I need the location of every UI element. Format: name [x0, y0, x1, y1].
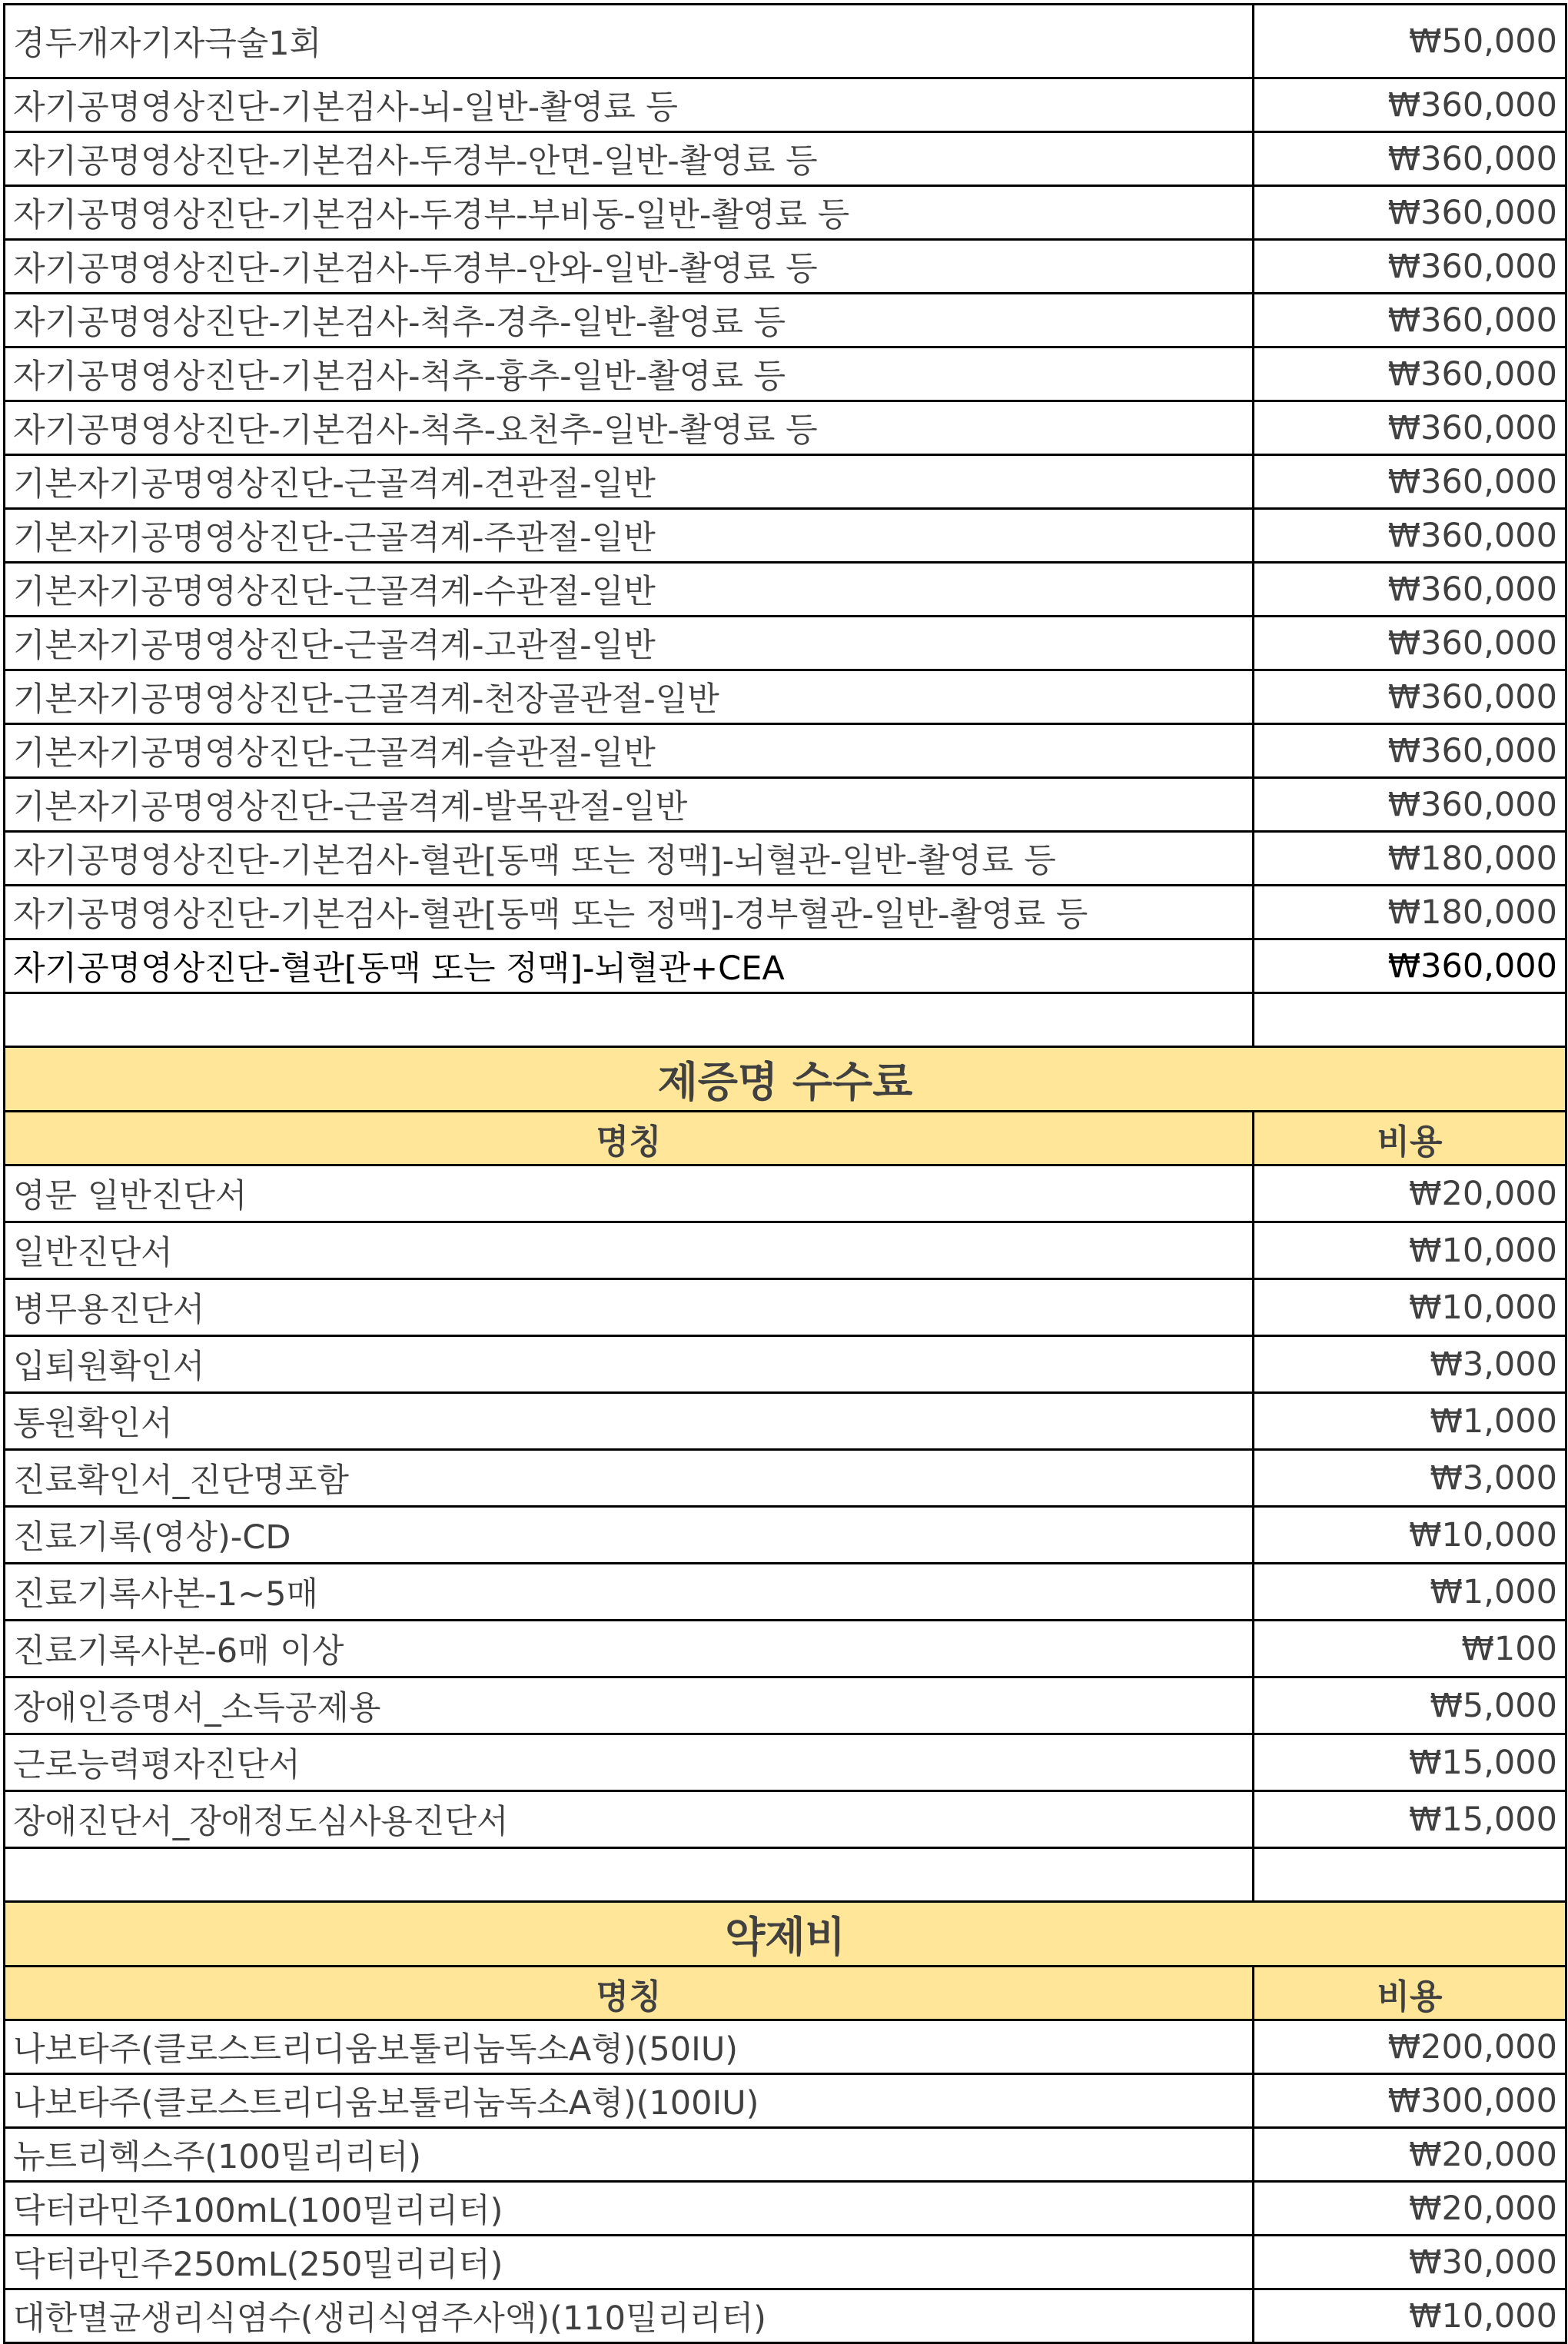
item-name: 기본자기공명영상진단-근골격계-주관절-일반	[5, 509, 1254, 563]
table-row	[5, 2236, 1566, 2289]
item-cost: ₩3,000	[1254, 1336, 1566, 1393]
item-name: 자기공명영상진단-기본검사-척추-경추-일반-촬영료 등	[5, 294, 1254, 347]
empty-row	[5, 993, 1566, 1047]
column-header-row	[5, 1112, 1566, 1165]
item-cost: ₩360,000	[1254, 509, 1566, 563]
item-cost: ₩360,000	[1254, 240, 1566, 294]
item-cost: ₩30,000	[1254, 2236, 1566, 2289]
table-row	[5, 132, 1566, 186]
table-row	[5, 670, 1566, 724]
item-cost: ₩360,000	[1254, 670, 1566, 724]
item-name: 자기공명영상진단-기본검사-두경부-안면-일반-촬영료 등	[5, 132, 1254, 186]
item-name: 나보타주(클로스트리디움보툴리눔독소A형)(100IU)	[5, 2074, 1254, 2128]
item-name: 뉴트리헥스주(100밀리리터)	[5, 2128, 1254, 2182]
item-cost: ₩360,000	[1254, 455, 1566, 509]
table-row	[5, 2182, 1566, 2236]
item-name: 대한멸균생리식염수(생리식염주사액)(110밀리리터)	[5, 2289, 1254, 2343]
item-cost: ₩3,000	[1254, 1450, 1566, 1507]
item-cost: ₩10,000	[1254, 1222, 1566, 1279]
table-row	[5, 1564, 1566, 1621]
item-name: 병무용진단서	[5, 1279, 1254, 1336]
item-cost: ₩360,000	[1254, 724, 1566, 778]
table-row	[5, 1279, 1566, 1336]
item-cost: ₩200,000	[1254, 2020, 1566, 2074]
item-name: 근로능력평자진단서	[5, 1734, 1254, 1791]
item-cost: ₩360,000	[1254, 401, 1566, 455]
item-cost: ₩360,000	[1254, 347, 1566, 401]
column-header-cost: 비용	[1254, 1112, 1566, 1165]
item-name: 자기공명영상진단-기본검사-척추-요천추-일반-촬영료 등	[5, 401, 1254, 455]
item-cost: ₩300,000	[1254, 2074, 1566, 2128]
table-row	[5, 78, 1566, 132]
table-row	[5, 401, 1566, 455]
item-cost: ₩360,000	[1254, 132, 1566, 186]
table-row	[5, 617, 1566, 670]
table-row	[5, 2020, 1566, 2074]
item-name: 입퇴원확인서	[5, 1336, 1254, 1393]
empty-cell	[5, 993, 1254, 1047]
column-header-cost: 비용	[1254, 1967, 1566, 2020]
item-name: 진료기록사본-1~5매	[5, 1564, 1254, 1621]
item-cost: ₩360,000	[1254, 186, 1566, 240]
item-name: 자기공명영상진단-혈관[동맥 또는 정맥]-뇌혈관+CEA	[5, 939, 1254, 993]
item-name: 진료기록(영상)-CD	[5, 1507, 1254, 1564]
item-name: 자기공명영상진단-기본검사-혈관[동맥 또는 정맥]-경부혈관-일반-촬영료 등	[5, 886, 1254, 939]
item-cost: ₩15,000	[1254, 1734, 1566, 1791]
item-name: 나보타주(클로스트리디움보툴리눔독소A형)(50IU)	[5, 2020, 1254, 2074]
item-cost: ₩360,000	[1254, 78, 1566, 132]
table-row	[5, 1165, 1566, 1222]
item-cost: ₩10,000	[1254, 1507, 1566, 1564]
item-cost: ₩1,000	[1254, 1564, 1566, 1621]
item-cost: ₩20,000	[1254, 2128, 1566, 2182]
item-name: 기본자기공명영상진단-근골격계-수관절-일반	[5, 563, 1254, 617]
item-name: 영문 일반진단서	[5, 1165, 1254, 1222]
item-cost: ₩20,000	[1254, 2182, 1566, 2236]
empty-cell	[5, 1848, 1254, 1902]
item-name: 기본자기공명영상진단-근골격계-견관절-일반	[5, 455, 1254, 509]
table-row	[5, 778, 1566, 832]
item-cost: ₩15,000	[1254, 1791, 1566, 1848]
table-row	[5, 1621, 1566, 1677]
table-row	[5, 1677, 1566, 1734]
empty-row	[5, 1848, 1566, 1902]
fee-table	[3, 3, 1567, 2344]
item-cost: ₩100	[1254, 1621, 1566, 1677]
table-row	[5, 294, 1566, 347]
section-title: 제증명 수수료	[5, 1047, 1566, 1112]
table-row	[5, 240, 1566, 294]
item-cost: ₩50,000	[1254, 5, 1566, 78]
item-cost: ₩180,000	[1254, 886, 1566, 939]
column-header-name: 명칭	[5, 1967, 1254, 2020]
item-name: 일반진단서	[5, 1222, 1254, 1279]
column-header-row	[5, 1967, 1566, 2020]
table-row	[5, 1222, 1566, 1279]
item-name: 진료기록사본-6매 이상	[5, 1621, 1254, 1677]
empty-cell	[1254, 993, 1566, 1047]
table-row	[5, 1734, 1566, 1791]
item-cost: ₩20,000	[1254, 1165, 1566, 1222]
item-name: 자기공명영상진단-기본검사-두경부-안와-일반-촬영료 등	[5, 240, 1254, 294]
item-name: 자기공명영상진단-기본검사-두경부-부비동-일반-촬영료 등	[5, 186, 1254, 240]
section-title: 약제비	[5, 1902, 1566, 1967]
item-cost: ₩1,000	[1254, 1393, 1566, 1450]
table-row	[5, 1450, 1566, 1507]
item-name: 장애진단서_장애정도심사용진단서	[5, 1791, 1254, 1848]
item-cost: ₩360,000	[1254, 294, 1566, 347]
table-row	[5, 724, 1566, 778]
item-name: 장애인증명서_소득공제용	[5, 1677, 1254, 1734]
item-cost: ₩360,000	[1254, 617, 1566, 670]
item-cost: ₩180,000	[1254, 832, 1566, 886]
item-name: 닥터라민주100mL(100밀리리터)	[5, 2182, 1254, 2236]
item-name: 자기공명영상진단-기본검사-척추-흉추-일반-촬영료 등	[5, 347, 1254, 401]
section-title-row	[5, 1047, 1566, 1112]
table-row	[5, 1393, 1566, 1450]
table-row	[5, 2289, 1566, 2343]
table-row	[5, 939, 1566, 993]
item-name: 진료확인서_진단명포함	[5, 1450, 1254, 1507]
section-title-row	[5, 1902, 1566, 1967]
item-cost: ₩5,000	[1254, 1677, 1566, 1734]
item-cost: ₩10,000	[1254, 2289, 1566, 2343]
table-row	[5, 347, 1566, 401]
item-name: 기본자기공명영상진단-근골격계-고관절-일반	[5, 617, 1254, 670]
item-cost: ₩360,000	[1254, 939, 1566, 993]
table-row	[5, 886, 1566, 939]
table-row	[5, 1336, 1566, 1393]
item-name: 자기공명영상진단-기본검사-혈관[동맥 또는 정맥]-뇌혈관-일반-촬영료 등	[5, 832, 1254, 886]
column-header-name: 명칭	[5, 1112, 1254, 1165]
item-name: 기본자기공명영상진단-근골격계-발목관절-일반	[5, 778, 1254, 832]
item-name: 자기공명영상진단-기본검사-뇌-일반-촬영료 등	[5, 78, 1254, 132]
table-row	[5, 1791, 1566, 1848]
item-name: 닥터라민주250mL(250밀리리터)	[5, 2236, 1254, 2289]
empty-cell	[1254, 1848, 1566, 1902]
table-row	[5, 2128, 1566, 2182]
item-cost: ₩10,000	[1254, 1279, 1566, 1336]
item-name: 경두개자기자극술1회	[5, 5, 1254, 78]
table-row	[5, 2074, 1566, 2128]
table-row	[5, 509, 1566, 563]
item-name: 통원확인서	[5, 1393, 1254, 1450]
table-row	[5, 186, 1566, 240]
item-cost: ₩360,000	[1254, 778, 1566, 832]
fee-sheet	[3, 3, 1565, 2344]
item-name: 기본자기공명영상진단-근골격계-천장골관절-일반	[5, 670, 1254, 724]
item-name: 기본자기공명영상진단-근골격계-슬관절-일반	[5, 724, 1254, 778]
table-row	[5, 832, 1566, 886]
table-row	[5, 455, 1566, 509]
table-row	[5, 1507, 1566, 1564]
table-row	[5, 563, 1566, 617]
item-cost: ₩360,000	[1254, 563, 1566, 617]
table-row	[5, 5, 1566, 78]
